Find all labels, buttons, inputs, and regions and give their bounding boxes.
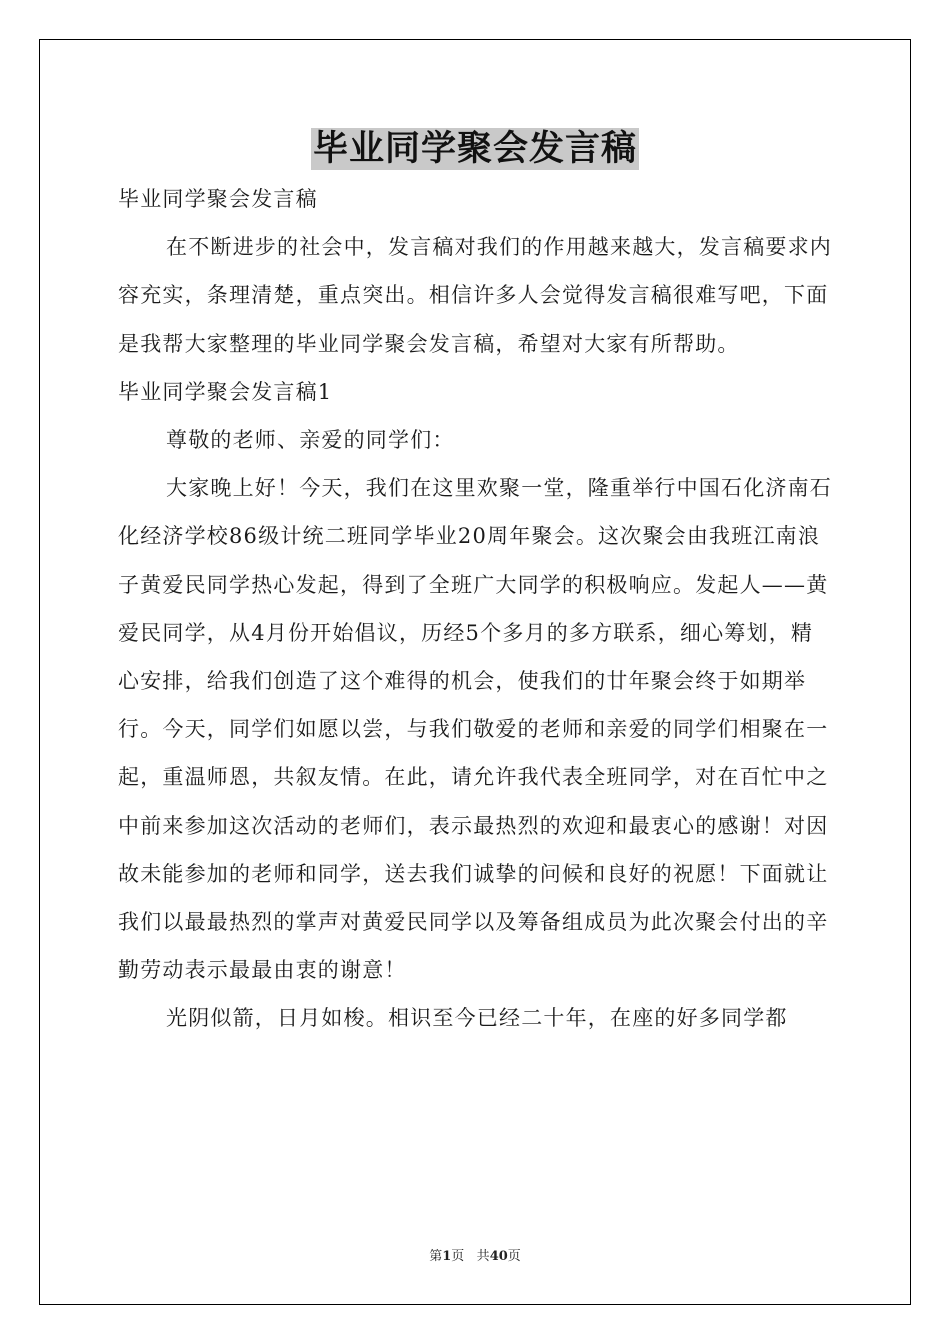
paragraph: 光阴似箭，日月如梭。相识至今已经二十年，在座的好多同学都: [166, 1006, 788, 1031]
paragraph: 尊敬的老师、亲爱的同学们：: [166, 428, 455, 453]
title-container: [0, 128, 950, 170]
section-heading: 毕业同学聚会发言稿1: [118, 379, 333, 404]
total-pages: 40: [489, 1249, 508, 1264]
document-body: [118, 175, 834, 1043]
page-prefix: 第: [429, 1249, 443, 1264]
total-prefix: 共: [476, 1249, 490, 1264]
paragraph: 在不断进步的社会中，发言稿对我们的作用越来越大，发言稿要求内容充实，条理清楚，重点突出。相信许多人会觉得发言稿很难写吧，下面是我帮大家整理的毕业同学聚会发言稿，希望对大家有所帮助。: [118, 235, 832, 356]
page-footer: [0, 1245, 950, 1264]
page-number: 1: [442, 1249, 452, 1264]
paragraph: 毕业同学聚会发言稿: [118, 187, 318, 211]
document-title: 毕业同学聚会发言稿: [312, 128, 637, 169]
total-suffix: 页: [507, 1249, 521, 1264]
page-suffix: 页: [451, 1249, 465, 1264]
paragraph: 大家晚上好！今天，我们在这里欢聚一堂，隆重举行中国石化济南石化经济学校86级计统二班同学毕业20周年聚会。这次聚会由我班江南浪子黄爱民同学热心发起，得到了全班广大同学的积极响应。发起人——黄爱民同学，从4月份开始倡议，历经5个多月的多方联系，细心筹划，精心安排，给我们创造了这个难得的机会，使我们的廿年聚会终于如期举行。今天，同学们如愿以尝，与我们敬爱的老师和亲爱的同学们相聚在一起，重温师恩，共叙友情。在此，请允许我代表全班同学，对在百忙中之中前来参加这次活动的老师们，表示最热烈的欢迎和最衷心的感谢！对因故未能参加的老师和同学，送去我们诚挚的问候和良好的祝愿！下面就让我们以最最热烈的掌声对黄爱民同学以及筹备组成员为此次聚会付出的辛勤劳动表示最最由衷的谢意！: [118, 476, 832, 983]
